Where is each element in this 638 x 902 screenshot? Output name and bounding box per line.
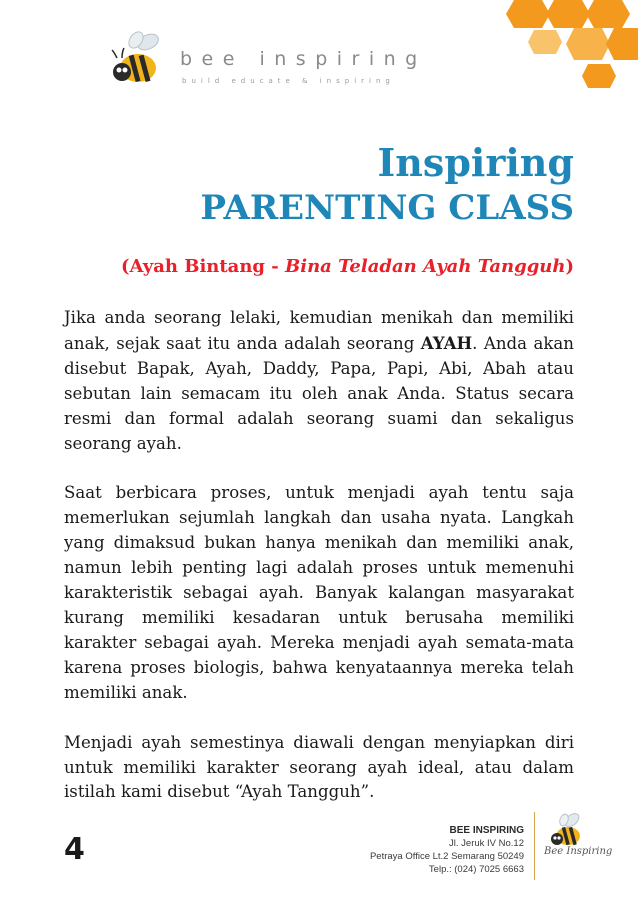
paragraph-1-end: . Anda akan disebut Bapak, Ayah, Daddy, Papa, Papi, Abi, Abah atau sebutan lain semacam itu oleh anak Anda. Status secara resmi dan formal adalah seorang suami dan sekaligus seorang ayah.	[64, 333, 574, 453]
page-title	[200, 140, 574, 230]
subtitle-open: (Ayah Bintang -	[121, 256, 286, 277]
title-line-2: PARENTING CLASS	[200, 188, 574, 228]
footer-address-2: Petraya Office Lt.2 Semarang 50249	[369, 851, 524, 862]
honeycomb-decoration	[438, 0, 638, 100]
subtitle-italic: Bina Teladan Ayah Tangguh	[285, 256, 566, 277]
paragraph-1-bold: AYAH	[420, 332, 473, 353]
bee-logo-icon	[108, 28, 170, 90]
page-number: 4	[64, 832, 85, 867]
paragraph-3: Menjadi ayah semestinya diawali dengan menyiapkan diri untuk memiliki karakter seorang ayah ideal, atau dalam istilah kami disebut “Ayah Tangguh”.	[64, 732, 574, 802]
paragraph-2: Saat berbicara proses, untuk menjadi ayah tentu saja memerlukan sejumlah langkah dan usaha nyata. Langkah yang dimaksud bukan hanya menikah dan memiliki anak, namun lebih penting lagi adalah proses untuk memenuhi karakteristik sebagai ayah. Banyak kalangan masyarakat kurang memiliki kesadaran untuk berusaha memiliki karakter sebagai ayah. Mereka menjadi ayah semata-mata karena proses biologis, bahwa kenyataannya mereka telah memiliki anak.	[64, 483, 574, 702]
title-line-1: Inspiring	[377, 140, 574, 185]
footer-divider	[534, 812, 535, 880]
page-header	[0, 0, 638, 120]
footer-phone: Telp.: (024) 7025 6663	[428, 864, 524, 875]
body-text	[64, 306, 574, 830]
paragraph-1-start: Jika anda seorang lelaki, kemudian menikah dan memiliki anak, sejak saat itu anda adalah seorang	[64, 308, 574, 353]
subtitle	[68, 256, 574, 277]
brand-tagline: build educate & inspiring	[182, 77, 395, 85]
footer-address-1: Jl. Jeruk IV No.12	[449, 838, 524, 849]
subtitle-close: )	[565, 256, 574, 277]
paragraph-1	[64, 306, 574, 456]
footer-bee-icon	[542, 808, 614, 874]
footer-logo-text: Bee Inspiring	[544, 846, 613, 857]
footer-contact	[370, 824, 524, 876]
brand-name: bee inspiring	[180, 48, 427, 70]
footer-org-name: BEE INSPIRING	[449, 825, 524, 836]
